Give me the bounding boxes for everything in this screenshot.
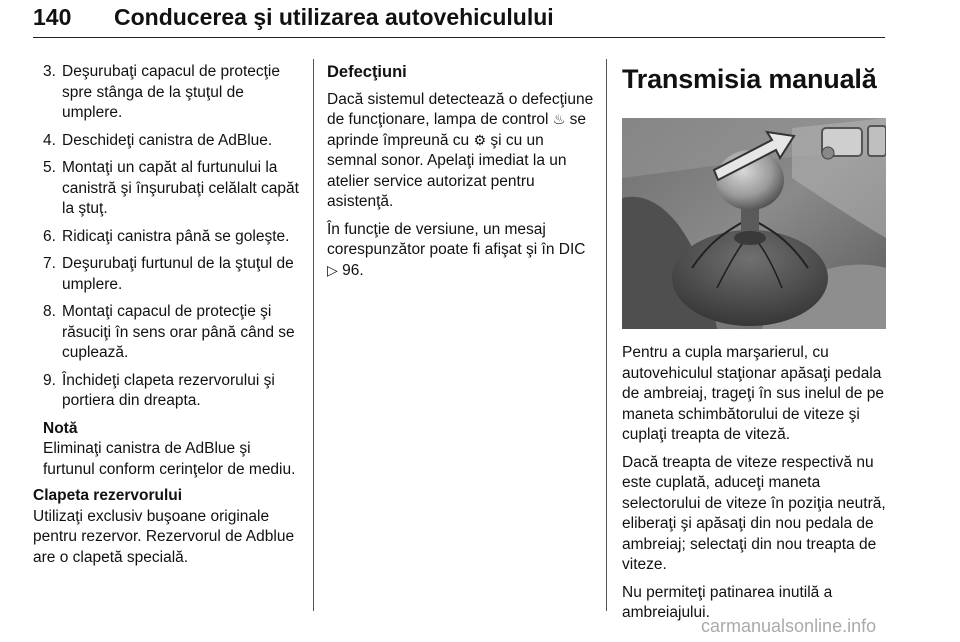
list-item: 3. Deşurubaţi capacul de protecţie spre stânga de la ştuţul de umplere. <box>43 63 280 121</box>
header-rule <box>33 37 885 38</box>
column-divider <box>313 59 314 611</box>
note-box <box>33 419 305 481</box>
page-reference-icon: ▷ <box>327 262 338 279</box>
column-left <box>33 62 305 575</box>
list-item: 8. Montaţi capacul de protecţie şi răsuciţi în sens orar până când se cuplează. <box>43 303 295 361</box>
paragraph: Dacă sistemul detectează o defecţiune de funcţionare, lampa de control ♨ se aprinde împreună cu ⚙ şi cu un semnal sonor. Apelaţi imediat la un atelier service autorizat pentru asistenţă. <box>327 90 594 210</box>
paragraph: În funcţie de versiune, un mesaj corespunzător poate fi afişat şi în DIC ▷ 96. <box>327 220 586 279</box>
paragraph: Dacă treapta de viteze respectivă nu este cuplată, aduceţi maneta selectorului de viteze în poziţia neutră, eliberaţi şi apăsaţi din nou pedala de ambreiaj; selectaţi din nou treapta de viteze. <box>622 453 886 573</box>
page-title: Conducerea şi utilizarea autovehiculului <box>114 4 554 30</box>
section-title: Transmisia manuală <box>622 64 877 94</box>
page-number: 140 <box>33 4 72 30</box>
list-item: 9. Închideţi clapeta rezervorului şi portiera din dreapta. <box>43 371 275 409</box>
section-heading: Defecţiuni <box>327 63 407 81</box>
column-middle <box>327 62 595 288</box>
steps-list <box>33 62 305 412</box>
list-item: 4. Deschideţi canistra de AdBlue. <box>43 131 273 149</box>
page-header <box>33 4 885 44</box>
column-divider <box>606 59 607 611</box>
paragraph: Utilizaţi exclusiv buşoane originale pentru rezervor. Rezervorul de Adblue are o clapetă specială. <box>33 507 295 566</box>
column-right <box>622 62 887 631</box>
engine-warning-icon: ⚙ <box>473 132 487 149</box>
note-title: Notă <box>43 419 78 437</box>
gear-shift-lever-photo <box>622 118 886 329</box>
list-item: 7. Deşurubaţi furtunul de la ştuţul de umplere. <box>43 255 294 293</box>
subheading: Clapeta rezervorului <box>33 487 183 504</box>
paragraph: Nu permiteţi patinarea inutilă a ambreiajului. <box>622 583 833 621</box>
list-item: 5. Montaţi un capăt al furtunului la canistră şi înşurubaţi celălalt capăt la ştuţ. <box>43 159 299 217</box>
adblue-warning-icon: ♨ <box>552 112 566 128</box>
watermark: carmanualsonline.info <box>701 616 877 636</box>
paragraph: Pentru a cupla marşarierul, cu autovehiculul staţionar apăsaţi pedala de ambreiaj, trageţi în sus inelul de pe maneta schimbătorului de viteze şi cuplaţi treapta de viteză. <box>622 344 884 443</box>
list-item: 6. Ridicaţi canistra până se goleşte. <box>43 227 290 245</box>
note-text: Eliminaţi canistra de AdBlue şi furtunul conform cerinţelor de mediu. <box>43 440 296 478</box>
